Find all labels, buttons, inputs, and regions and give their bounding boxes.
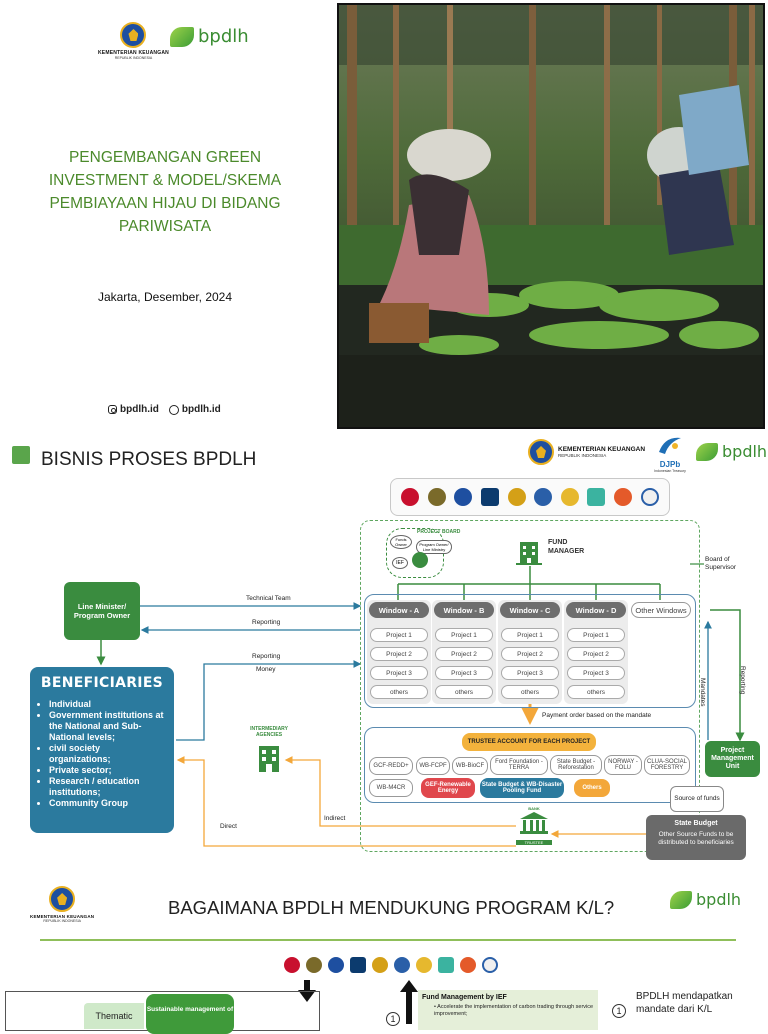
account-wb-m4cr: WB-M4CR <box>369 779 413 797</box>
kemenkeu-sub-s2: REPUBLIK INDONESIA <box>558 453 607 458</box>
project-c1: Project 1 <box>501 628 559 642</box>
technical-team-label: Technical Team <box>246 595 291 602</box>
trustee-account-header: TRUSTEE ACCOUNT FOR EACH PROJECT <box>462 733 596 751</box>
project-c2: Project 2 <box>501 647 559 661</box>
kemenkeu-logo <box>98 22 169 60</box>
step-circle-1b: 1 <box>612 1004 626 1018</box>
account-ford-terra: Ford Foundation -TERRA <box>490 755 548 775</box>
account-wb-biocf: WB-BioCF <box>452 757 488 775</box>
beneficiaries-list <box>40 699 164 809</box>
kemenkeu-label-s3: KEMENTERIAN KEUANGAN <box>30 914 95 919</box>
djpb-sub: Indonesian Treasury <box>654 469 686 473</box>
window-b: Window - B <box>434 602 494 618</box>
social-handles <box>108 404 221 415</box>
account-norway-folu: NORWAY -FOLU <box>604 755 642 775</box>
globe-icon <box>169 405 179 415</box>
bpdlh-leaf-icon <box>670 891 692 909</box>
ministry-agriculture-icon <box>394 957 410 973</box>
reporting-vertical-label: Reporting <box>739 666 746 695</box>
window-a: Window - A <box>369 602 429 618</box>
bpdlh-logo <box>170 26 249 47</box>
project-d3: Project 3 <box>567 666 625 680</box>
website-text: bpdlh.id <box>181 404 221 415</box>
ministry-home-affairs-icon <box>350 957 366 973</box>
instagram-text: bpdlh.id <box>120 404 159 415</box>
project-d-others: others <box>567 685 625 699</box>
kemenkeu-emblem-icon <box>120 22 146 48</box>
ministry-public-works-icon <box>416 957 432 973</box>
account-state-budget-reforestation: State Budget -Reforestation <box>550 755 602 775</box>
intermediary-label: INTERMEDIARY AGENCIES <box>250 726 288 738</box>
fund-management-bullet: • Accelerate the implementation of carbon trading through service improvement; <box>434 1004 594 1017</box>
kemenkeu-sub-s3: REPUBLIK INDONESIA <box>43 919 81 923</box>
other-sources-text: Other Source Funds to be distributed to beneficiaries <box>658 831 734 846</box>
farmers-photo <box>337 3 765 429</box>
window-d: Window - D <box>566 602 626 618</box>
fund-management-title: Fund Management by IEF <box>422 994 507 1001</box>
fund-management-box <box>418 990 598 1030</box>
project-a-others: others <box>370 685 428 699</box>
slide-date: Jakarta, Desember, 2024 <box>97 290 233 304</box>
direct-label: Direct <box>220 823 237 830</box>
instagram-icon <box>108 405 117 414</box>
bank-label: BANK <box>528 806 540 811</box>
beneficiary-item: • civil society organizations; <box>49 743 164 765</box>
ministry-forestry-icon <box>306 957 322 973</box>
intermediary-building-icon <box>254 742 284 779</box>
program-owner-node: Program Owner/ Line Ministry <box>416 540 452 554</box>
beneficiary-item: • Individual <box>49 699 164 710</box>
ministry-maritime-icon <box>482 957 498 973</box>
project-d2: Project 2 <box>567 647 625 661</box>
project-board-hub-icon <box>412 552 428 568</box>
bpdlh-leaf-icon <box>170 27 194 47</box>
beneficiary-item: • Private sector; <box>49 765 164 776</box>
mandates-label: Mandates <box>699 678 706 707</box>
bpdlh-wordmark: bpdlh <box>198 26 249 47</box>
slide2-title: BISNIS PROSES BPDLH <box>41 449 257 470</box>
kemenkeu-sub: REPUBLIK INDONESIA <box>114 56 153 60</box>
ministry-industry-icon <box>460 957 476 973</box>
project-a1: Project 1 <box>370 628 428 642</box>
beneficiary-item: • Community Group <box>49 798 164 809</box>
project-d1: Project 1 <box>567 628 625 642</box>
slide-title-text: PENGEMBANGAN GREEN INVESTMENT & MODEL/SKEMA PEMBIAYAAN HIJAU DI BIDANG PARIWISATA <box>48 149 282 235</box>
thematic-label: Thematic <box>84 1003 144 1029</box>
source-of-funds-label: Source of funds <box>670 786 724 812</box>
project-board-label: PROJECT BOARD <box>417 529 461 535</box>
fund-management-bullet-text: Accelerate the implementation of carbon trading through service improvement; <box>434 1004 594 1017</box>
line-minister-box: Line Minister/ Program Owner <box>64 582 140 640</box>
other-windows: Other Windows <box>631 602 691 618</box>
project-a3: Project 3 <box>370 666 428 680</box>
account-others: Others <box>574 779 610 797</box>
reporting-money-label: Reporting <box>252 653 281 660</box>
ministry-finance-icon <box>328 957 344 973</box>
window-c: Window - C <box>500 602 560 618</box>
garuda-emblem-icon <box>284 957 300 973</box>
board-of-supervisor-label: Board of Supervisor <box>705 556 737 571</box>
project-b2: Project 2 <box>435 647 493 661</box>
ief-node: IEF <box>392 557 408 569</box>
project-b-others: others <box>435 685 493 699</box>
bappenas-icon <box>438 957 454 973</box>
step-circle-1: 1 <box>386 1012 400 1026</box>
indirect-label: Indirect <box>324 815 346 822</box>
djpb-label: DJPb <box>659 460 681 469</box>
bpdlh-wordmark-s2: bpdlh <box>722 442 768 461</box>
ministry-energy-icon <box>372 957 388 973</box>
kemenkeu-logo-s3 <box>30 886 94 923</box>
kemenkeu-emblem-icon <box>49 886 75 912</box>
fund-manager-building-icon <box>514 536 544 566</box>
account-disaster-pooling: State Budget & WB-Disaster Pooling Fund <box>480 778 564 798</box>
trustee-label: TRUSTEE <box>516 840 552 845</box>
bpdlh-logo-s3 <box>670 890 741 909</box>
money-label: Money <box>256 666 276 673</box>
state-budget-title: State Budget <box>674 820 718 827</box>
account-gef-renewable: GEF-Renewable Energy <box>421 778 475 798</box>
website-handle <box>169 404 221 415</box>
funds-owner-node: Funds Owner <box>390 535 412 549</box>
kemenkeu-label-s2: KEMENTERIAN KEUANGAN <box>558 446 646 453</box>
beneficiaries-title: BENEFICIARIES <box>40 675 164 691</box>
payment-order-label: Payment order based on the mandate <box>542 712 652 719</box>
project-b1: Project 1 <box>435 628 493 642</box>
project-a2: Project 2 <box>370 647 428 661</box>
fund-manager-label: FUND MANAGER <box>548 539 585 555</box>
beneficiary-item: • Government institutions at the National and Sub-National levels; <box>49 710 164 743</box>
sustainable-management-box: Sustainable management of <box>146 994 234 1034</box>
farmers-photo-illustration <box>339 5 763 427</box>
instagram-handle <box>108 404 159 415</box>
partner-logos-s3 <box>284 957 498 973</box>
kemenkeu-label: KEMENTERIAN KEUANGAN <box>98 50 169 56</box>
project-management-unit: Project Management Unit <box>705 741 760 777</box>
slide-title <box>0 0 768 432</box>
project-c3: Project 3 <box>501 666 559 680</box>
account-clua-social-forestry: CLUA-SOCIAL FORESTRY <box>644 755 690 775</box>
project-b3: Project 3 <box>435 666 493 680</box>
slide3-title: BAGAIMANA BPDLH MENDUKUNG PROGRAM K/L? <box>168 897 615 918</box>
reporting-label: Reporting <box>252 619 281 626</box>
bank-trustee-icon <box>516 806 552 846</box>
bpdlh-wordmark-s3: bpdlh <box>696 890 742 909</box>
mandate-text: BPDLH mendapatkan mandate dari K/L <box>636 991 733 1015</box>
divider <box>40 939 736 941</box>
account-wb-fcpf: WB-FCPF <box>416 757 450 775</box>
account-gcf-redd: GCF-REDD+ <box>369 757 413 775</box>
state-budget-box <box>646 815 746 860</box>
beneficiary-item: • Research / education institutions; <box>49 776 164 798</box>
project-c-others: others <box>501 685 559 699</box>
beneficiaries-box <box>30 667 174 833</box>
